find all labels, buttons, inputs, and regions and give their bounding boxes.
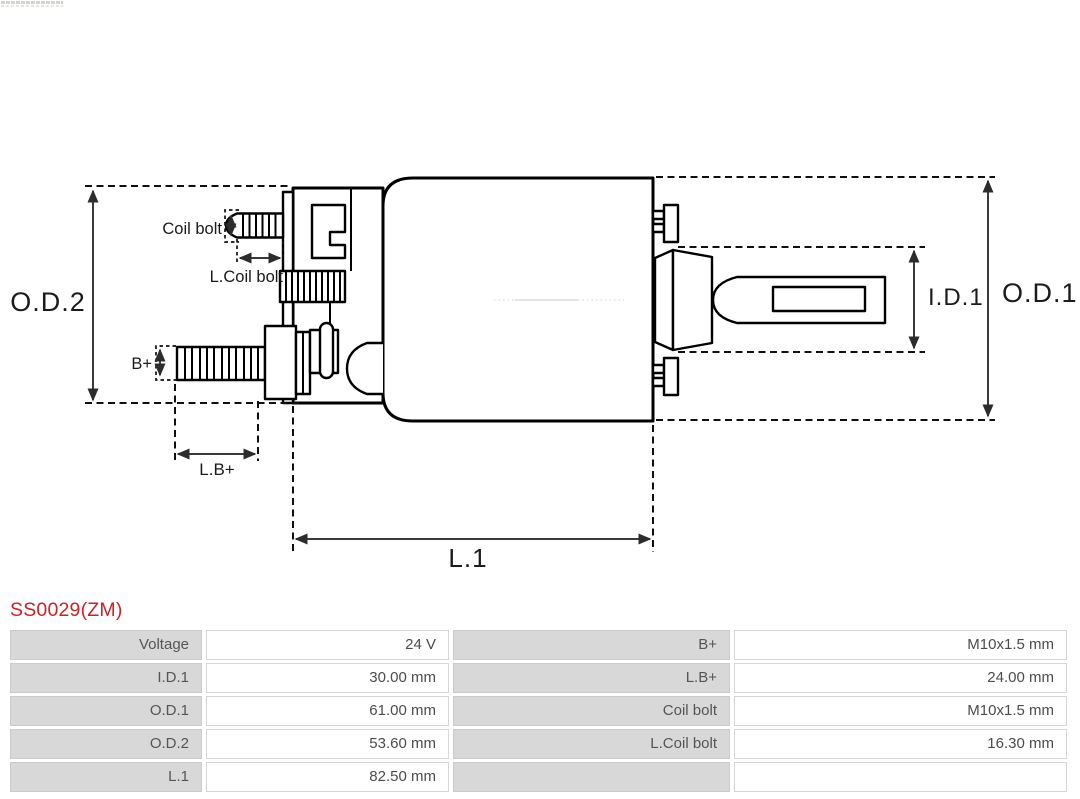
spec-value-cell: M10x1.5 mm [734,630,1067,660]
spec-value-cell: 61.00 mm [206,696,449,726]
spec-label-cell: B+ [453,630,730,660]
spec-label-cell [453,762,730,792]
spec-value-cell [734,762,1067,792]
spec-value-cell: 24 V [206,630,449,660]
spec-label-cell: L.1 [10,762,202,792]
spec-value-cell: 16.30 mm [734,729,1067,759]
spec-value-cell: 82.50 mm [206,762,449,792]
label-b-plus: B+ [131,355,152,373]
spec-value-cell: 53.60 mm [206,729,449,759]
spec-label-cell: L.B+ [453,663,730,693]
spec-label-cell: L.Coil bolt [453,729,730,759]
spec-label-cell: O.D.2 [10,729,202,759]
coil-bolt-threaded-bushing [280,271,345,302]
label-od2: O.D.2 [10,287,86,317]
spec-label-cell: Coil bolt [453,696,730,726]
terminal-tab-bottom [653,358,678,395]
label-l1: L.1 [448,543,488,573]
spec-value-cell: M10x1.5 mm [734,696,1067,726]
part-number: SS0029(ZM) [10,599,123,621]
cap-lower-bump [347,343,383,394]
spec-table [10,630,1067,792]
label-coil-bolt: Coil bolt [162,220,222,238]
spec-label-cell: Voltage [10,630,202,660]
plunger [655,250,885,350]
coil-bolt [226,214,283,238]
plunger-slot [773,287,865,311]
spec-label-cell: O.D.1 [10,696,202,726]
cap-inner-step [312,205,345,258]
terminal-tab-top [653,205,678,242]
label-l-b-plus: L.B+ [199,460,235,479]
spec-label-cell: I.D.1 [10,663,202,693]
spec-value-cell: 24.00 mm [734,663,1067,693]
label-od1: O.D.1 [1002,278,1078,308]
label-id1: I.D.1 [928,284,984,311]
spec-value-cell: 30.00 mm [206,663,449,693]
label-l-coil-bolt: L.Coil bolt [209,268,283,286]
